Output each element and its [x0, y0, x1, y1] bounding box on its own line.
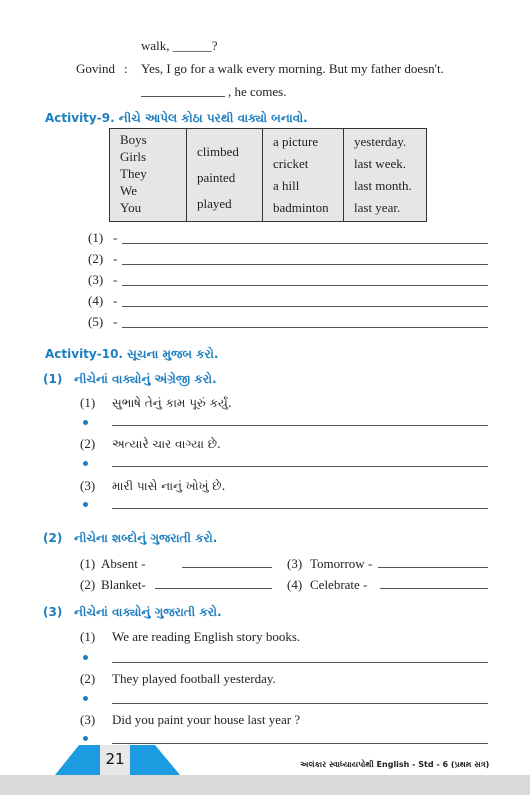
answer-row-number: (5)	[88, 314, 104, 329]
question-text: અત્યારે ચાર વાગ્યા છે.	[112, 437, 221, 451]
section-number: (1)	[43, 372, 63, 386]
section-2-title: નીચેના શબ્દોનું ગુજરાતી કરો.	[74, 531, 218, 545]
row-dash: -	[113, 314, 118, 329]
table-cell: cricket	[273, 156, 309, 171]
answer-line[interactable]	[378, 567, 488, 568]
page-number: 21	[105, 750, 125, 768]
row-dash: -	[113, 251, 118, 266]
bullet-dot	[83, 420, 88, 425]
word-label: Celebrate -	[310, 577, 368, 592]
answer-line[interactable]	[122, 243, 488, 244]
table-cell: yesterday.	[354, 134, 407, 149]
question-number: (3)	[80, 712, 96, 727]
table-cell: badminton	[273, 200, 329, 215]
speaker-colon: :	[124, 61, 128, 76]
answer-line[interactable]	[155, 588, 272, 589]
section-3-title: નીચેનાં વાક્યોનું ગુજરાતી કરો.	[74, 605, 222, 619]
activity-9-table	[109, 128, 427, 222]
word-number: (2)	[80, 577, 96, 592]
table-cell: Girls	[120, 149, 146, 164]
bullet-dot	[83, 696, 88, 701]
table-cell: last week.	[354, 156, 406, 171]
bullet-dot	[83, 502, 88, 507]
table-col-times	[344, 129, 427, 222]
question-number: (2)	[80, 671, 96, 686]
table-col-verbs	[187, 129, 263, 222]
answer-row-number: (1)	[88, 230, 104, 245]
answer-line[interactable]	[122, 285, 488, 286]
book-title: અલંકાર સ્વાધ્યાયપોથી English - Std - 6 (પ્રથમ સત્ર)	[300, 760, 490, 769]
answer-line[interactable]	[122, 327, 488, 328]
question-text: They played football yesterday.	[112, 671, 276, 686]
word-label: Blanket-	[101, 577, 146, 592]
question-number: (2)	[80, 436, 96, 451]
question-number: (3)	[80, 478, 96, 493]
table-cell: Boys	[120, 132, 147, 147]
word-number: (1)	[80, 556, 96, 571]
bullet-dot	[83, 461, 88, 466]
speaker-name: Govind	[76, 61, 115, 76]
answer-line[interactable]	[112, 425, 488, 426]
table-cell: They	[120, 166, 147, 181]
activity-10-title: Activity-10. સૂચના મુજબ કરો.	[45, 347, 219, 361]
question-text: મારી પાસે નાનું ખોખું છે.	[112, 479, 226, 493]
table-cell: a picture	[273, 134, 319, 149]
section-1-title: નીચેનાં વાક્યોનું અંગ્રેજી કરો.	[74, 372, 217, 386]
bullet-dot	[83, 736, 88, 741]
table-cell: played	[197, 196, 232, 211]
table-col-subjects	[110, 129, 187, 222]
table-cell: a hill	[273, 178, 300, 193]
word-number: (4)	[287, 577, 303, 592]
answer-line[interactable]	[122, 264, 488, 265]
answer-row-number: (2)	[88, 251, 104, 266]
table-cell: We	[120, 183, 137, 198]
answer-line[interactable]	[112, 508, 488, 509]
question-number: (1)	[80, 629, 96, 644]
answer-row-number: (3)	[88, 272, 104, 287]
answer-line[interactable]	[112, 743, 488, 744]
table-col-objects	[263, 129, 344, 222]
answer-line[interactable]	[112, 466, 488, 467]
table-cell: last month.	[354, 178, 412, 193]
bullet-dot	[83, 655, 88, 660]
question-text: We are reading English story books.	[112, 629, 301, 644]
row-dash: -	[113, 272, 118, 287]
footer-band	[0, 775, 530, 795]
answer-line[interactable]	[182, 567, 272, 568]
dialogue-line-1: walk, ______?	[141, 38, 218, 53]
table-cell: last year.	[354, 200, 401, 215]
answer-line[interactable]	[112, 662, 488, 663]
word-label: Tomorrow -	[310, 556, 373, 571]
table-cell: You	[120, 200, 142, 215]
question-text: Did you paint your house last year ?	[112, 712, 301, 727]
question-number: (1)	[80, 395, 96, 410]
answer-row-number: (4)	[88, 293, 104, 308]
section-number: (2)	[43, 531, 63, 545]
activity-9-title: Activity-9. નીચે આપેલ કોઠા પરથી વાક્યો બનાવો.	[45, 111, 308, 125]
question-text: સુભાષે તેનું કામ પૂરું કર્યું.	[112, 396, 232, 410]
table-cell: painted	[197, 170, 236, 185]
row-dash: -	[113, 230, 118, 245]
answer-line[interactable]	[141, 96, 225, 97]
answer-line[interactable]	[380, 588, 488, 589]
word-number: (3)	[287, 556, 303, 571]
section-number: (3)	[43, 605, 63, 619]
dialogue-line-3: , he comes.	[228, 84, 287, 99]
dialogue-line-2: Yes, I go for a walk every morning. But my father doesn't.	[141, 61, 444, 76]
answer-line[interactable]	[122, 306, 488, 307]
answer-line[interactable]	[112, 703, 488, 704]
row-dash: -	[113, 293, 118, 308]
word-label: Absent -	[101, 556, 146, 571]
table-cell: climbed	[197, 144, 239, 159]
